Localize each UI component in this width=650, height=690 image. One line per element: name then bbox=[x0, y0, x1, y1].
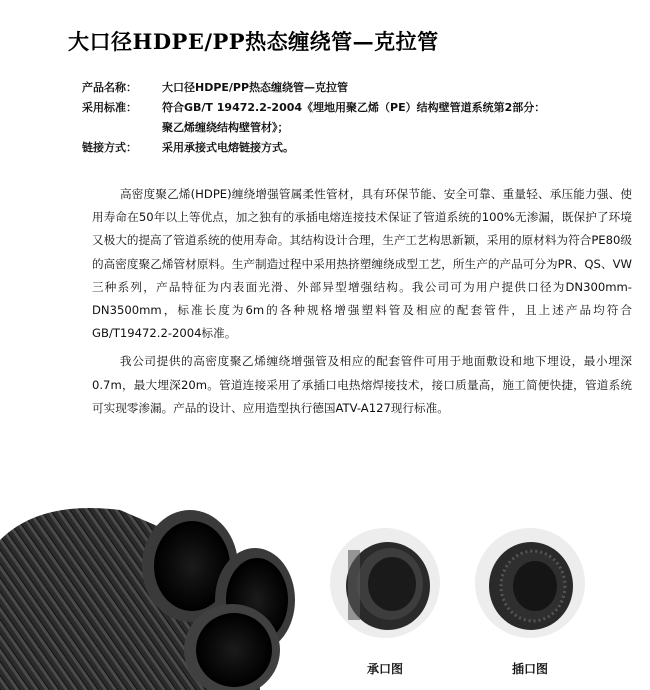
socket-end-image bbox=[330, 528, 440, 638]
meta-key: 采用标准： bbox=[82, 101, 137, 114]
spigot-end-image bbox=[475, 528, 585, 638]
meta-key: 产品名称： bbox=[82, 81, 137, 94]
product-meta bbox=[82, 78, 622, 158]
meta-value-continuation: 聚乙烯缠绕结构壁管材》； bbox=[162, 121, 289, 134]
meta-value: 大口径HDPE/PP热态缠绕管—克拉管 bbox=[162, 81, 349, 94]
meta-value: 采用承接式电熔链接方式。 bbox=[162, 141, 294, 154]
meta-key: 链接方式： bbox=[82, 141, 137, 154]
paragraph: 我公司提供的高密度聚乙烯缠绕增强管及相应的配套管件可用于地面敷设和地下埋设，最小埋深0.7m，最大埋深20m。管道连接采用了承插口电热熔焊接技术，接口质量高，施工简便快捷，管道系统可实现零渗漏。产品的设计、应用造型执行德国ATV-A127现行标准。 bbox=[92, 354, 632, 415]
meta-standard bbox=[82, 98, 622, 118]
socket-caption: 承口图 bbox=[366, 662, 403, 676]
paragraph: 高密度聚乙烯(HDPE)缠绕增强管属柔性管材，具有环保节能、安全可靠、重量轻、承压能力强、使用寿命在50年以上等优点，加之独有的承插电熔连接技术保证了管道系统的100%无渗漏，既保护了环境又极大的提高了管道系统的使用寿命。其结构设计合理，生产工艺构思新颖，采用的原材料为符合PE80级的高密度聚乙烯管材原料。生产制造过程中采用热挤塑缠绕成型工艺，所生产的产品可分为PR、QS、VW三种系列，产品特征为内表面光滑、外部异型增强结构。我公司可为用户提供口径为DN300mm-DN3500mm，标准长度为6m的各种规格增强塑料管及相应的配套管件，且上述产品均符合GB/T19472.2-2004标准。 bbox=[92, 187, 632, 341]
product-photos bbox=[0, 500, 650, 690]
corrugated-pipes-image bbox=[0, 500, 320, 690]
meta-product-name bbox=[82, 78, 622, 98]
meta-value: 符合GB/T 19472.2-2004《埋地用聚乙烯（PE）结构壁管道系统第2部分： bbox=[162, 101, 546, 114]
page-title: 大口径HDPE/PP热态缠绕管—克拉管 bbox=[68, 29, 439, 54]
spigot-caption: 插口图 bbox=[511, 662, 548, 676]
meta-connection bbox=[82, 138, 622, 158]
description-body bbox=[92, 183, 632, 425]
